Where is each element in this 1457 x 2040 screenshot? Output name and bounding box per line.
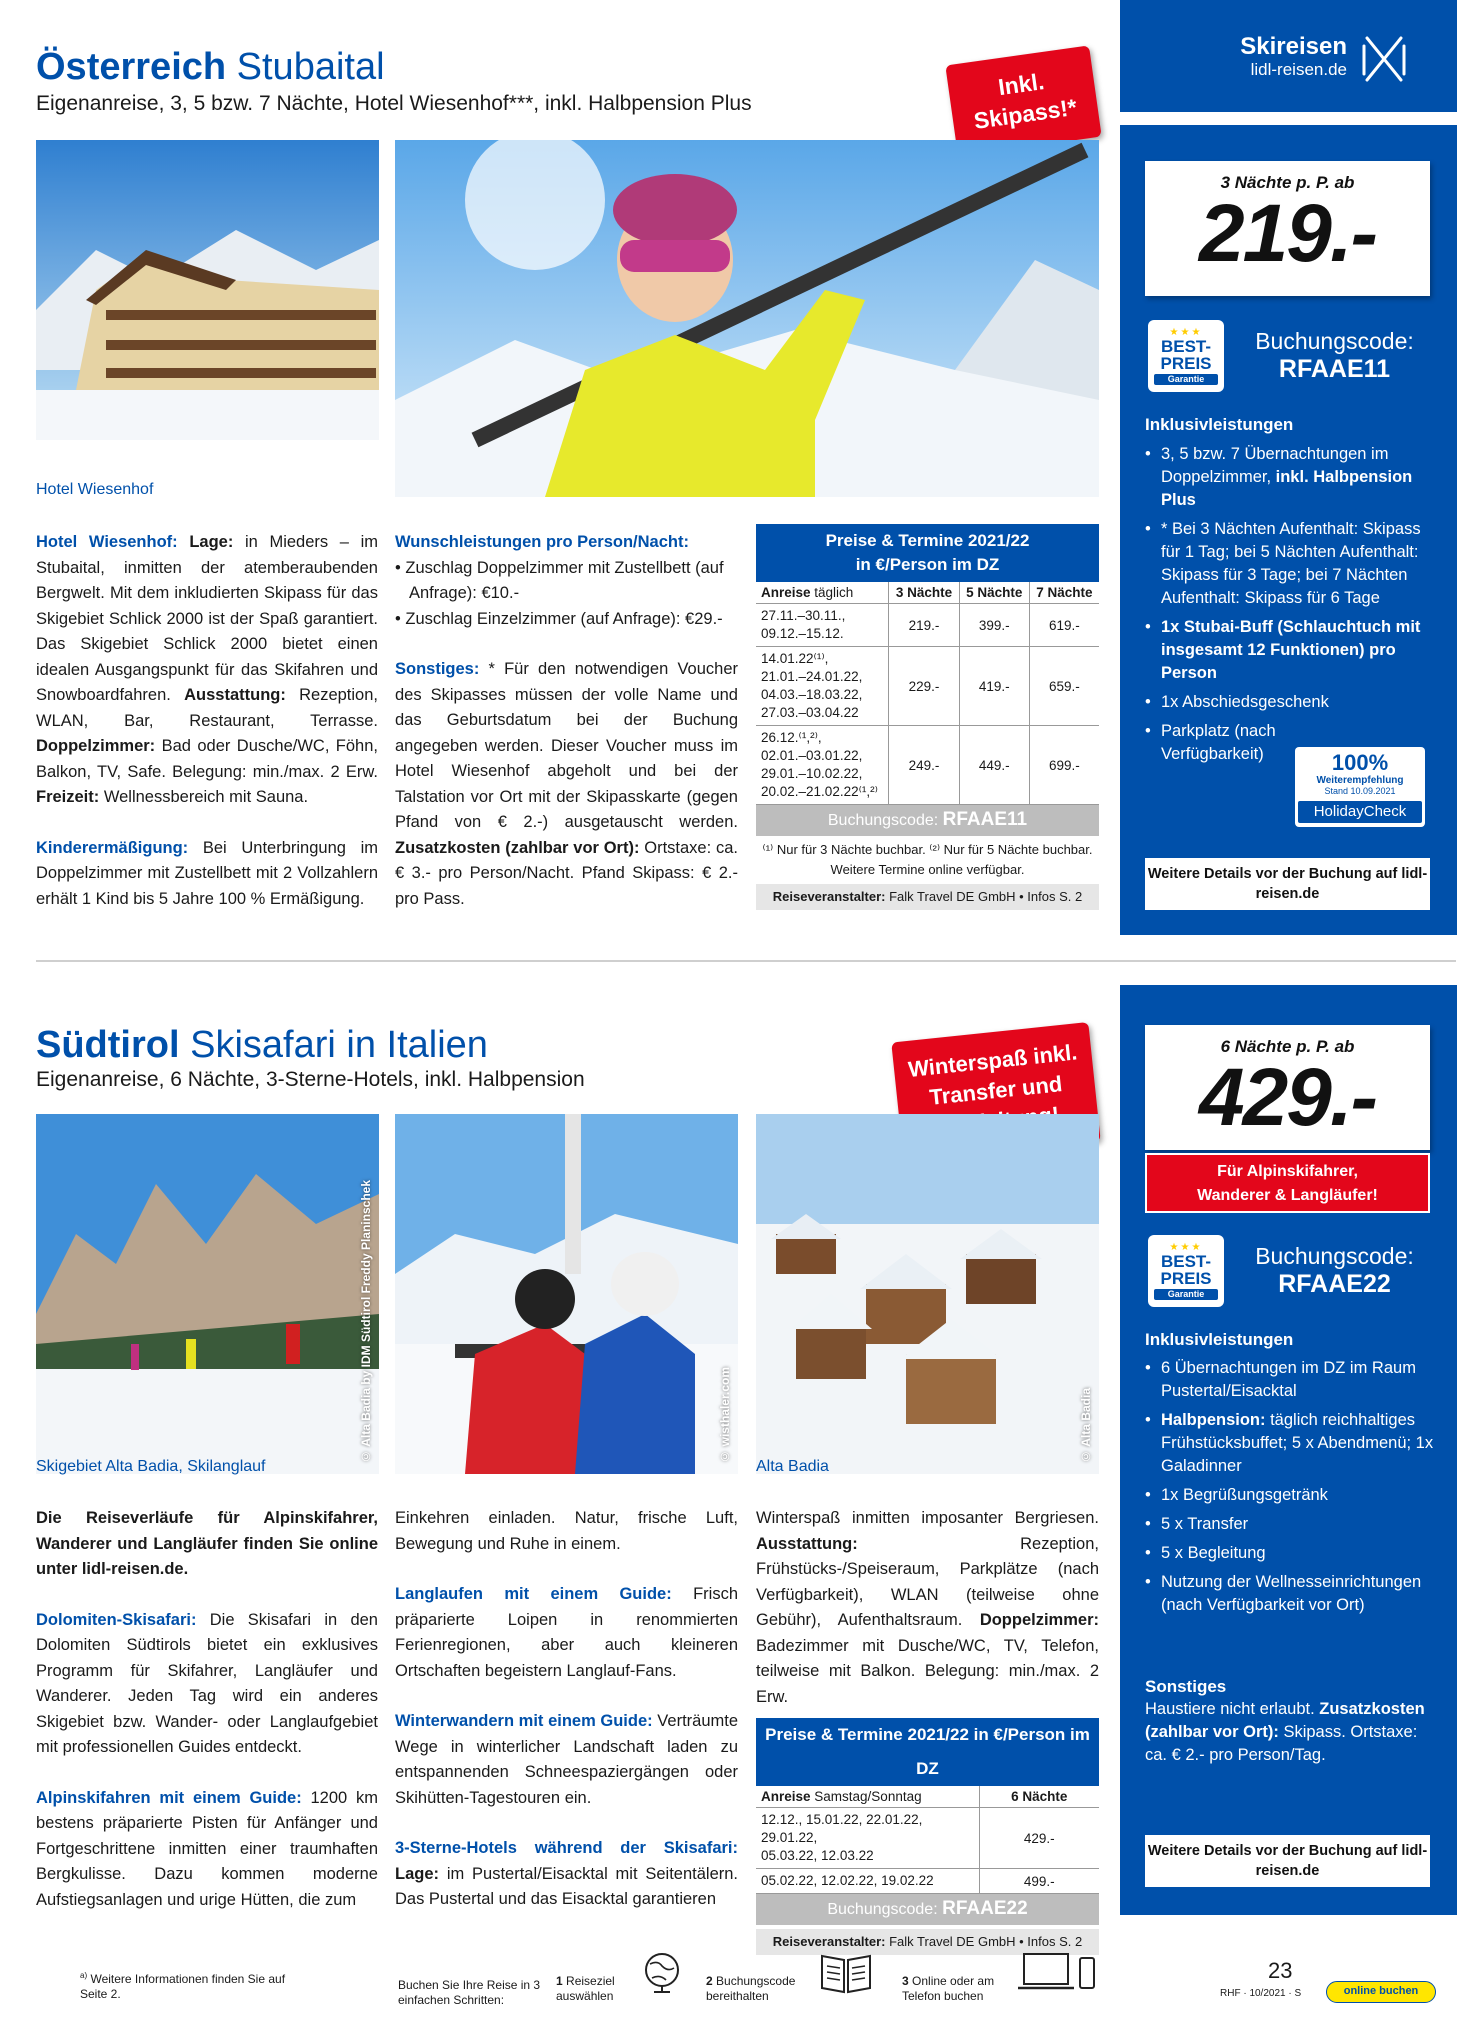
offer2-sonstiges: Sonstiges Haustiere nicht erlaubt. Zusatzkosten (zahlbar vor Ort): Skipass. Ortstaxe: ca. € 2.- pro Person/Tag. <box>1145 1677 1425 1764</box>
list-item: • Halbpension: täglich reichhaltiges Frühstücksbuffet; 5 x Abendmenü; 1x Galadinner <box>1145 1409 1440 1478</box>
list-item: • 1x Begrüßungsgetränk <box>1145 1484 1440 1507</box>
hotel-wiesenhof-photo <box>36 140 379 440</box>
offer2-side-panel: 6 Nächte p. P. ab 429.- Für Alpinskifahrer, Wanderer & Langläufer! ★★★ BEST- PREIS Garantie Buchungscode: RFAAE22 Inklusivleistungen • 6 Übernachtungen im DZ im Raum Pustertal/Eisacktal • Halbpension: täglich reichhaltiges Frühstücksbuffet; 5 x Abendmenü; 1x Galadinner • 1x Begrüßungsgetränk • 5 x Transfer • 5 x Begleitung • Nutzung der Wellnesseinrichtungen (nach Verfügbarkeit vor Ort) Sonstiges Haustiere nicht erlaubt. Zusatzkosten (zahlbar vor Ort): Skipass. Ortstaxe: ca. € 2.- pro Person/Tag. Weitere Details vor der Buchung auf lidl-reisen.de <box>1120 985 1457 1915</box>
offer2-col3: Winterspaß inmitten imposanter Bergriesen. Ausstattung: Rezeption, Frühstücks-/Speiseraum, Parkplätze (nach Verfügbarkeit), WLAN (teilweise ohne Gebühr), Aufenthaltsraum. Doppelzimmer: Badezimmer mit Dusche/WC, TV, Telefon, teilweise mit Balkon. Belegung: min./max. 2 Erw. <box>756 1509 1099 1706</box>
offer1-description: Hotel Wiesenhof: Lage: in Mieders – im Stubaital, inmitten der atemberaubenden Bergwelt. Mit dem inkludierten Skipass für das Skigebiet Schlick 2000 ist der Spaß garantiert. Das Skigebiet Schlick 2000 bietet einen idealen Ausgangspunkt für das Skifahren und Snowboardfahren. Ausstattung: Rezeption, WLAN, Bar, Restaurant, Terrasse. Doppelzimmer: Bad oder Dusche/WC, Föhn, Balkon, TV, Safe. Belegung: min./max. 2 Erw. Freizeit: Wellnessbereich mit Sauna. Kinderermäßigung: Bei Unterbringung im Doppelzimmer mit Zustellbett mit 2 Vollzahlern erhält 1 Kind bis 5 Jahre 100 % Ermäßigung. <box>36 533 378 908</box>
step-3: 3 Online oder am Telefon buchen <box>902 1974 995 2003</box>
ski-cross-icon <box>1361 34 1407 84</box>
skipass-badge: Inkl. Skipass!* <box>945 45 1101 156</box>
bestpreis-badge: ★★★ BEST- PREIS Garantie <box>1148 320 1224 392</box>
offer1-details-button[interactable]: Weitere Details vor der Buchung auf lidl-reisen.de <box>1145 858 1430 910</box>
offer2-details-button[interactable]: Weitere Details vor der Buchung auf lidl-reisen.de <box>1145 1835 1430 1887</box>
offer2-title: Südtirol Skisafari in Italien <box>36 1024 488 1066</box>
section-divider <box>36 960 1456 962</box>
offer2-col2: Einkehren einladen. Natur, frische Luft, Bewegung und Ruhe in einem. Langlaufen mit einem Guide: Frisch präparierte Loipen in renommierten Ferienregionen, aber auch kleineren Ortschaften begeistern Langlauf-Fans. Winterwandern mit einem Guide: Verträumte Wege in winterlicher Landschaft laden zu entspannenden Schneespaziergängen oder Skihütten-Tagestouren ein. 3-Sterne-Hotels während der Skisafari: Lage: im Pustertal/Eisacktal mit Seitentälern. Das Pustertal und das Eisacktal garantieren <box>395 1509 739 1908</box>
globe-icon <box>640 1950 684 1994</box>
skier-woman-photo <box>395 140 1099 497</box>
table-row: 14.01.22⁽¹⁾, 21.01.–24.01.22, 04.03.–18.03.22, 27.03.–03.04.22 229.- 419.- 659.- <box>756 647 1099 726</box>
offer1-veranstalter: Reiseveranstalter: Falk Travel DE GmbH • Infos S. 2 <box>756 884 1099 910</box>
list-item: • 5 x Transfer <box>1145 1513 1440 1536</box>
list-item: • 1x Stubai-Buff (Schlauchtuch mit insgesamt 12 Funktionen) pro Person <box>1145 616 1435 685</box>
cross-country-photo <box>36 1114 379 1474</box>
winterspass-badge: Winterspaß inkl. Transfer und <box>891 1022 1100 1162</box>
offer2-price-table: Preise & Termine 2021/22 in €/Person im DZ Anreise Samstag/Sonntag 6 Nächte 12.12., 15.01.22, 22.01.22, 29.01.22, 05.03.22, 12.03.22 429.- 05.02.22, 12.02.22, 19.02.22 499.- Buchungscode: RFAAE22 Reiseveranstalter: Falk Travel DE GmbH • Infos S. 2 <box>756 1718 1099 1955</box>
offer2-side-code: ★★★ BEST- PREIS Garantie Buchungscode: RFAAE22 <box>1148 1235 1433 1307</box>
holidaycheck-badge: 100% Weiterempfehlung Stand 10.09.2021 HolidayCheck <box>1295 747 1425 827</box>
laptop-phone-icon <box>1018 1950 1098 1996</box>
photo-credit: © Alta Badia by IDM Südtirol Freddy Planinschek <box>359 1180 373 1464</box>
photo-credit: © Alta Badia <box>1079 1388 1093 1464</box>
list-item: • 3, 5 bzw. 7 Übernachtungen im Doppelzimmer, inkl. Halbpension Plus <box>1145 443 1435 512</box>
photo3-caption: Alta Badia <box>756 1458 829 1475</box>
offer2-inclusions <box>1145 1351 1440 1617</box>
offer2-price-box: 6 Nächte p. P. ab 429.- <box>1145 1025 1430 1150</box>
offer1-title: Österreich Stubaital <box>36 46 385 88</box>
step-2: 2 Buchungscode bereithalten <box>706 1974 796 2003</box>
list-item: • 5 x Begleitung <box>1145 1542 1440 1565</box>
list-item: • 1x Abschiedsgeschenk <box>1145 691 1435 714</box>
table-row: 26.12.⁽¹,²⁾, 02.01.–03.01.22, 29.01.–10.02.22, 20.02.–21.02.22⁽¹,²⁾ 249.- 449.- 699.- <box>756 726 1099 805</box>
hotel-photo-caption: Hotel Wiesenhof <box>36 481 154 498</box>
offer1-table-note: ⁽¹⁾ Nur für 3 Nächte buchbar. ⁽²⁾ Nur für 5 Nächte buchbar. Weitere Termine online verfügbar. <box>762 842 1093 877</box>
table-row: 27.11.–30.11., 09.12.–15.12. 219.- 399.- 619.- <box>756 604 1099 647</box>
offer2-veranstalter: Reiseveranstalter: Falk Travel DE GmbH • Infos S. 2 <box>756 1929 1099 1955</box>
offer2-target-badge: Für Alpinskifahrer, Wanderer & Langläufer! <box>1145 1153 1430 1213</box>
table-row: 12.12., 15.01.22, 22.01.22, 29.01.22, 05.03.22, 12.03.22 429.- <box>756 1808 1099 1869</box>
list-item: • * Bei 3 Nächten Aufenthalt: Skipass für 1 Tag; bei 5 Nächten Aufenthalt: Skipass für 3 Tage; bei 7 Nächten Aufenthalt: Skipass für 6 Tage <box>1145 518 1435 610</box>
page-number: 23 <box>1268 1958 1293 1983</box>
offer1-side-code: ★★★ BEST- PREIS Garantie Buchungscode: RFAAE11 <box>1148 320 1433 392</box>
offer1-options: Wunschleistungen pro Person/Nacht: • Zuschlag Doppelzimmer mit Zustellbett (auf Anfrage): €10.- • Zuschlag Einzelzimmer (auf Anfrage): €29.- Sonstiges: * Für den notwendigen Voucher des Skipasses müssen der volle Name und das Geburtsdatum bei der Buchung angegeben werden. Dieser Voucher muss im Hotel Wiesenhof abgeholt und bei der Talstation vor Ort mit der Skipasskarte (gegen Pfand von € 2.-) ausgetauscht werden. Zusatzkosten (zahlbar vor Ort): Ortstaxe: ca. € 3.- pro Person/Nacht. Pfand Skipass: € 2.- pro Pass. <box>395 533 738 908</box>
offer1-table-codebar: Buchungscode: RFAAE11 <box>756 805 1099 836</box>
offer1-inclusions <box>1145 437 1435 766</box>
alta-badia-photo <box>756 1114 1099 1474</box>
photo1-caption: Skigebiet Alta Badia, Skilanglauf <box>36 1458 266 1475</box>
online-buchen-button[interactable]: online buchen <box>1326 1981 1436 2003</box>
photo-credit: © wisthaler.com <box>718 1367 732 1464</box>
issue-code: RHF · 10/2021 · S <box>1220 1988 1302 1999</box>
chairlift-photo <box>395 1114 738 1474</box>
offer2-col1: Die Reiseverläufe für Alpinskifahrer, Wanderer und Langläufer finden Sie online unter lidl-reisen.de. Dolomiten-Skisafari: Die Skisafari in den Dolomiten Südtirols bietet ein exklusives Programm für Skifahrer, Langläufer und Wanderer. Jeden Tag wird ein anderes Skigebiet bzw. Wander- oder Langlaufgebiet mit professionellen Guides entdeckt. Alpinskifahren mit einem Guide: 1200 km bestens präparierte Pisten für Anfänger und Fortgeschrittene inmitten einer traumhaften Bergkulisse. Dazu kommen moderne Aufstiegsanlagen und urige Hütten, die zum <box>36 1509 379 1909</box>
offer1-price-box: 3 Nächte p. P. ab 219.- <box>1145 161 1430 296</box>
offer2-subtitle: Eigenanreise, 6 Nächte, 3-Sterne-Hotels, inkl. Halbpension <box>36 1068 585 1091</box>
footer-steps-intro: Buchen Sie Ihre Reise in 3 einfachen Schritten: <box>398 1978 541 2007</box>
offer1-side-panel: 3 Nächte p. P. ab 219.- ★★★ BEST- PREIS Garantie Buchungscode: RFAAE11 Inklusivleistungen • 3, 5 bzw. 7 Übernachtungen im Doppelzimmer, inkl. Halbpension Plus • * Bei 3 Nächten Aufenthalt: Skipass für 1 Tag; bei 5 Nächten Aufenthalt: Skipass für 3 Tage; bei 7 Nächten Aufenthalt: Skipass für 6 Tage • 1x Stubai-Buff (Schlauchtuch mit insgesamt 12 Funktionen) pro Person • 1x Abschiedsgeschenk • Parkplatz (nach Verfügbarkeit) 100% Weiterempfehlung Stand 10.09.2021 HolidayCheck Weitere Details vor der Buchung auf lidl-reisen.de <box>1120 125 1457 935</box>
catalog-icon <box>818 1952 874 1994</box>
step-1: 1 Reiseziel auswählen <box>556 1974 615 2003</box>
side-header: Skireisen lidl-reisen.de <box>1120 0 1457 112</box>
offer1-subtitle: Eigenanreise, 3, 5 bzw. 7 Nächte, Hotel Wiesenhof***, inkl. Halbpension Plus <box>36 92 752 115</box>
bestpreis-badge: ★★★ BEST- PREIS Garantie <box>1148 1235 1224 1307</box>
offer2-table-codebar: Buchungscode: RFAAE22 <box>756 1894 1099 1925</box>
table-row: 05.02.22, 12.02.22, 19.02.22 499.- <box>756 1869 1099 1894</box>
list-item: • 6 Übernachtungen im DZ im Raum Pustertal/Eisacktal <box>1145 1357 1440 1403</box>
list-item: • Parkplatz (nach Verfügbarkeit) <box>1145 720 1285 766</box>
list-item: • Nutzung der Wellnesseinrichtungen (nach Verfügbarkeit vor Ort) <box>1145 1571 1440 1617</box>
footer-note: $^{a)}$ Weitere Informationen finden Sie auf Seite 2. <box>80 1971 286 2001</box>
offer1-price-table: Preise & Termine 2021/22 in €/Person im DZ Anreise täglich 3 Nächte 5 Nächte 7 Nächte 27.11.–30.11., 09.12.–15.12. 219.- 399.- 619.- 14.01.22⁽¹⁾, 21.01.–24.01.22, 04.03.–18.03.22, 27.03.–03.04.22 229.- 419.- 659.- 26.12.⁽¹,²⁾, 02.01.–03.01.22, 29.01.–10.02.22, 20.02.–21.02.22⁽¹,²⁾ 249.- 449.- 699.- Buchungscode: RFAAE11 ⁽¹⁾ Nur für 3 Nächte buchbar. ⁽²⁾ Nur für 5 Nächte buchbar. Weitere Termine online verfügbar. Reiseveranstalter: Falk Travel DE GmbH • Infos S. 2 <box>756 524 1099 910</box>
